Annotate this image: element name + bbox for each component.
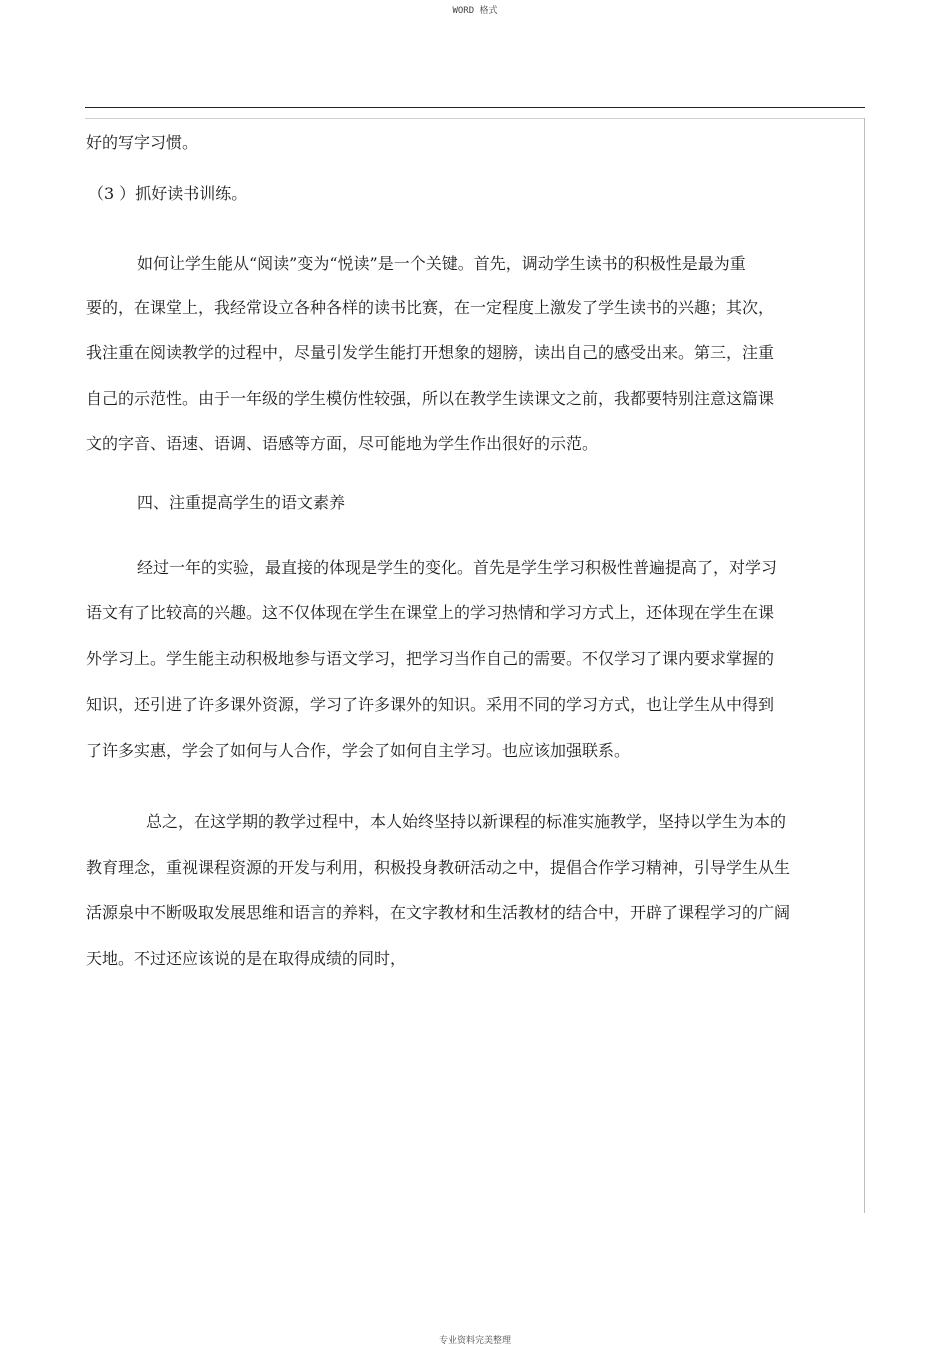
frame-top-border xyxy=(85,118,865,119)
text-line: 了许多实惠，学会了如何与人合作，学会了如何自主学习。也应该加强联系。 xyxy=(86,741,631,760)
frame-right-border xyxy=(864,118,865,1213)
text-line: 活源泉中不断吸取发展思维和语言的养料，在文字教材和生活教材的结合中，开辟了课程学习的广阔 xyxy=(86,903,791,922)
text-line: 总之，在这学期的教学过程中，本人始终坚持以新课程的标准实施教学，坚持以学生为本的 xyxy=(146,812,787,831)
text-line: 语文有了比较高的兴趣。这不仅体现在学生在课堂上的学习热情和学习方式上，还体现在学生在课 xyxy=(86,603,775,622)
text-line: 好的写字习惯。 xyxy=(86,133,199,152)
text-line: 如何让学生能从“阅读”变为“悦读”是一个关键。首先，调动学生读书的积极性是最为重 xyxy=(137,254,746,273)
text-line: 自己的示范性。由于一年级的学生模仿性较强，所以在教学生读课文之前，我都要特别注意这篇课 xyxy=(86,389,775,408)
page-header: WORD 格式 xyxy=(452,6,498,16)
section-heading-3: （3 ）抓好读书训练。 xyxy=(88,184,248,203)
text-line: 教育理念，重视课程资源的开发与利用，积极投身教研活动之中，提倡合作学习精神，引导学生从生 xyxy=(86,858,791,877)
section-heading-4: 四、注重提高学生的语文素养 xyxy=(137,493,346,512)
text-line: 知识，还引进了许多课外资源，学习了许多课外的知识。采用不同的学习方式，也让学生从中得到 xyxy=(86,695,775,714)
text-line: 天地。不过还应该说的是在取得成绩的同时， xyxy=(86,949,407,968)
text-line: 我注重在阅读教学的过程中，尽量引发学生能打开想象的翅膀，读出自己的感受出来。第三，注重 xyxy=(86,343,775,362)
text-line: 要的，在课堂上，我经常设立各种各样的读书比赛，在一定程度上激发了学生读书的兴趣；其次， xyxy=(86,298,775,317)
text-line: 文的字音、语速、语调、语感等方面，尽可能地为学生作出很好的示范。 xyxy=(86,434,599,453)
header-rule xyxy=(85,107,865,108)
text-line: 经过一年的实验，最直接的体现是学生的变化。首先是学生学习积极性普遍提高了，对学习 xyxy=(137,558,778,577)
text-line: 外学习上。学生能主动积极地参与语文学习，把学习当作自己的需要。不仅学习了课内要求掌握的 xyxy=(86,649,775,668)
page-footer: 专业资料完美整理 xyxy=(438,1336,511,1346)
